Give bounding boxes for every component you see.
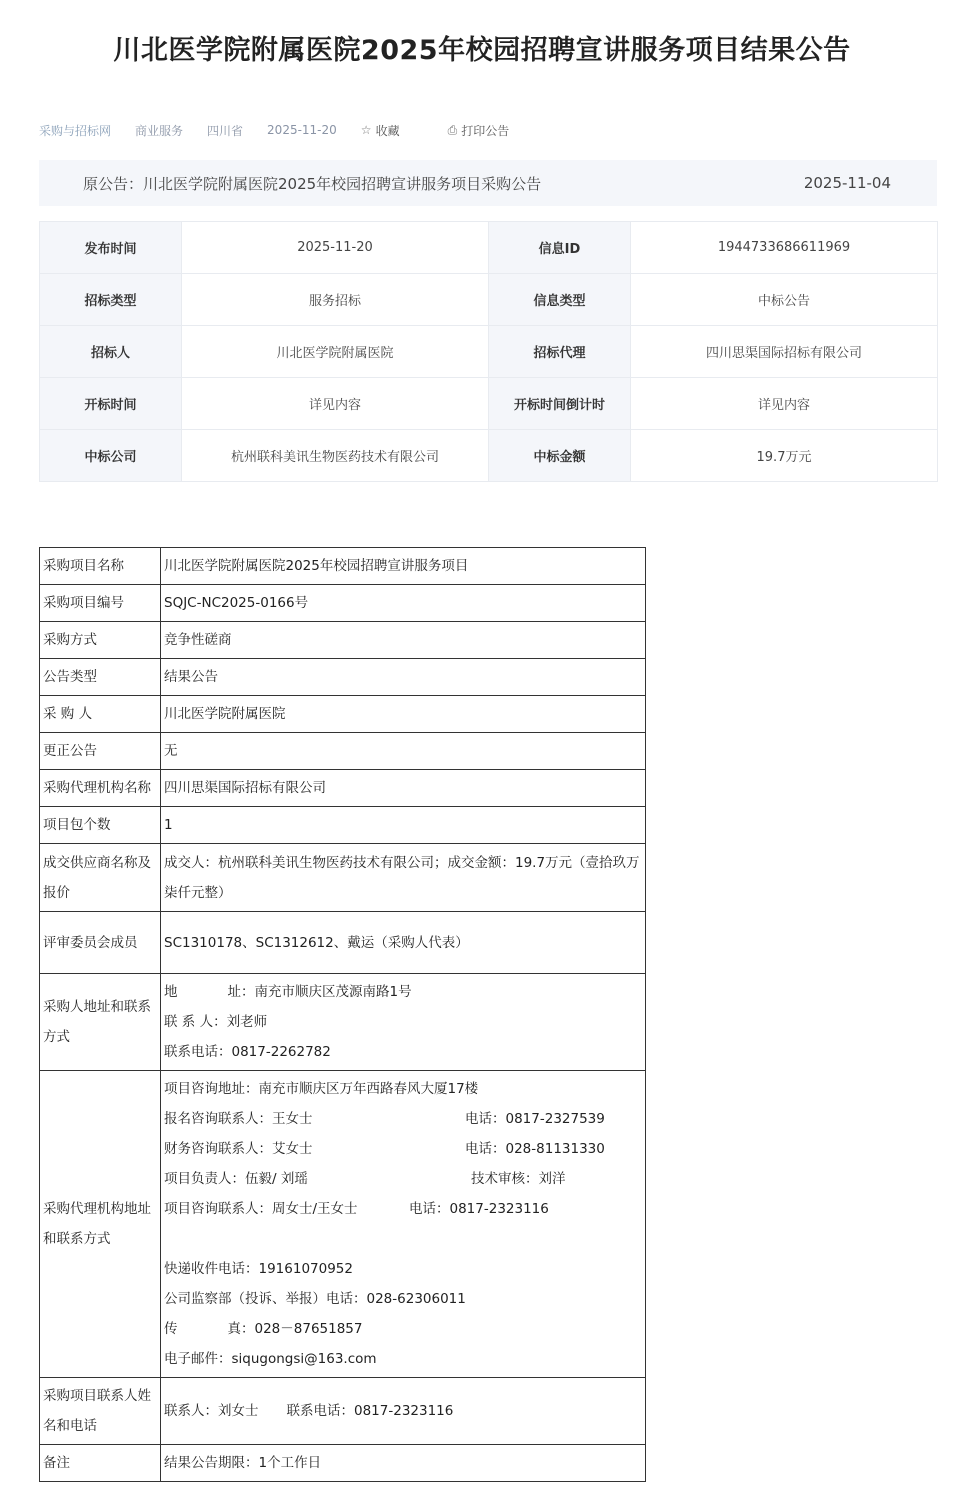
- detail-key: 采购方式: [40, 622, 161, 659]
- detail-row: [40, 622, 646, 659]
- info-value: 服务招标: [182, 274, 489, 326]
- detail-key: 采 购 人: [40, 696, 161, 733]
- agency-fin-line: 财务咨询联系人：艾女士 电话：028-81131330: [164, 1141, 605, 1157]
- agency-supervise-line: 公司监察部（投诉、举报）电话：028-62306011: [164, 1291, 466, 1307]
- info-row: [40, 326, 938, 378]
- detail-table: [39, 547, 646, 1482]
- info-value: 川北医学院附属医院: [182, 326, 489, 378]
- agency-lead-line: 项目负责人：伍毅/ 刘瑶 技术审核：刘洋: [164, 1171, 566, 1187]
- agency-consult-line: 项目咨询联系人：周女士/王女士 电话：0817-2323116: [164, 1201, 549, 1217]
- info-key: 发布时间: [40, 222, 182, 274]
- buyer-address-line: 地 址：南充市顺庆区茂源南路1号: [164, 984, 412, 1000]
- original-notice-link[interactable]: 原公告：川北医学院附属医院2025年校园招聘宣讲服务项目采购公告: [83, 174, 542, 193]
- info-row: [40, 274, 938, 326]
- meta-bar: [39, 120, 557, 140]
- detail-key: 采购项目名称: [40, 548, 161, 585]
- print-label: 打印公告: [461, 123, 510, 138]
- detail-value: [161, 1071, 646, 1378]
- detail-value: SQJC-NC2025-0166号: [161, 585, 646, 622]
- detail-key: 采购代理机构名称: [40, 770, 161, 807]
- detail-key: 项目包个数: [40, 807, 161, 844]
- info-key: 中标金额: [489, 430, 631, 482]
- detail-row: [40, 912, 646, 974]
- favorite-label: 收藏: [375, 123, 400, 138]
- detail-row: [40, 770, 646, 807]
- star-icon: ☆: [360, 123, 372, 137]
- detail-value: 结果公告: [161, 659, 646, 696]
- info-value: 四川思渠国际招标有限公司: [631, 326, 938, 378]
- print-button[interactable]: [448, 122, 534, 139]
- detail-value: [161, 974, 646, 1071]
- info-value: 1944733686611969: [631, 222, 938, 274]
- info-key: 信息类型: [489, 274, 631, 326]
- detail-row: [40, 974, 646, 1071]
- detail-row: [40, 844, 646, 912]
- detail-row: [40, 807, 646, 844]
- detail-value: 川北医学院附属医院2025年校园招聘宣讲服务项目: [161, 548, 646, 585]
- category-tag[interactable]: 商业服务: [135, 123, 184, 138]
- detail-key: 更正公告: [40, 733, 161, 770]
- detail-value: 1: [161, 807, 646, 844]
- detail-key: 成交供应商名称及报价: [40, 844, 161, 912]
- detail-value: 无: [161, 733, 646, 770]
- printer-icon: ⎙: [447, 122, 458, 137]
- detail-row: [40, 1445, 646, 1482]
- original-notice-bar[interactable]: [39, 160, 937, 206]
- detail-value: 川北医学院附属医院: [161, 696, 646, 733]
- buyer-person-line: 联 系 人：刘老师: [164, 1014, 268, 1030]
- detail-value: 联系人：刘女士 联系电话：0817-2323116: [161, 1378, 646, 1445]
- source-link[interactable]: 采购与招标网: [39, 123, 112, 138]
- info-value: 中标公告: [631, 274, 938, 326]
- agency-reg-line: 报名咨询联系人：王女士 电话：0817-2327539: [164, 1111, 605, 1127]
- info-value: 详见内容: [631, 378, 938, 430]
- detail-key: 采购代理机构地址和联系方式: [40, 1071, 161, 1378]
- detail-key: 评审委员会成员: [40, 912, 161, 974]
- info-key: 招标人: [40, 326, 182, 378]
- original-notice-date: 2025-11-04: [803, 174, 891, 192]
- info-value: 杭州联科美讯生物医药技术有限公司: [182, 430, 489, 482]
- agency-express-line: 快递收件电话：19161070952: [164, 1261, 353, 1277]
- detail-key: 采购人地址和联系方式: [40, 974, 161, 1071]
- publish-date: 2025-11-20: [267, 123, 337, 137]
- agency-address-line: 项目咨询地址：南充市顺庆区万年西路春风大厦17楼: [164, 1081, 479, 1097]
- favorite-button[interactable]: [361, 122, 424, 139]
- info-row: [40, 378, 938, 430]
- info-value: 详见内容: [182, 378, 489, 430]
- info-key: 中标公司: [40, 430, 182, 482]
- detail-value: 四川思渠国际招标有限公司: [161, 770, 646, 807]
- detail-value: 竞争性磋商: [161, 622, 646, 659]
- buyer-phone-line: 联系电话：0817-2262782: [164, 1044, 331, 1060]
- info-value: 2025-11-20: [182, 222, 489, 274]
- detail-row: [40, 1378, 646, 1445]
- detail-value: 结果公告期限：1个工作日: [161, 1445, 646, 1482]
- region-tag[interactable]: 四川省: [207, 123, 244, 138]
- agency-email-line: 电子邮件：siqugongsi@163.com: [164, 1351, 377, 1367]
- detail-row: [40, 733, 646, 770]
- detail-key: 采购项目联系人姓名和电话: [40, 1378, 161, 1445]
- detail-key: 公告类型: [40, 659, 161, 696]
- info-key: 信息ID: [489, 222, 631, 274]
- info-key: 招标类型: [40, 274, 182, 326]
- info-row: [40, 430, 938, 482]
- info-key: 开标时间倒计时: [489, 378, 631, 430]
- info-row: [40, 222, 938, 274]
- detail-key: 采购项目编号: [40, 585, 161, 622]
- detail-row: [40, 1071, 646, 1378]
- detail-row: [40, 585, 646, 622]
- info-value: 19.7万元: [631, 430, 938, 482]
- detail-value: SC1310178、SC1312612、戴运（采购人代表）: [161, 912, 646, 974]
- blank-line: [164, 1224, 642, 1254]
- detail-row: [40, 548, 646, 585]
- page-title: 川北医学院附属医院2025年校园招聘宣讲服务项目结果公告: [113, 35, 851, 66]
- detail-key: 备注: [40, 1445, 161, 1482]
- info-table: [39, 221, 938, 482]
- info-key: 开标时间: [40, 378, 182, 430]
- agency-fax-line: 传 真：028－87651857: [164, 1321, 363, 1337]
- detail-value: 成交人：杭州联科美讯生物医药技术有限公司；成交金额：19.7万元（壹拾玖万柒仟元整）: [161, 844, 646, 912]
- detail-row: [40, 659, 646, 696]
- info-key: 招标代理: [489, 326, 631, 378]
- detail-row: [40, 696, 646, 733]
